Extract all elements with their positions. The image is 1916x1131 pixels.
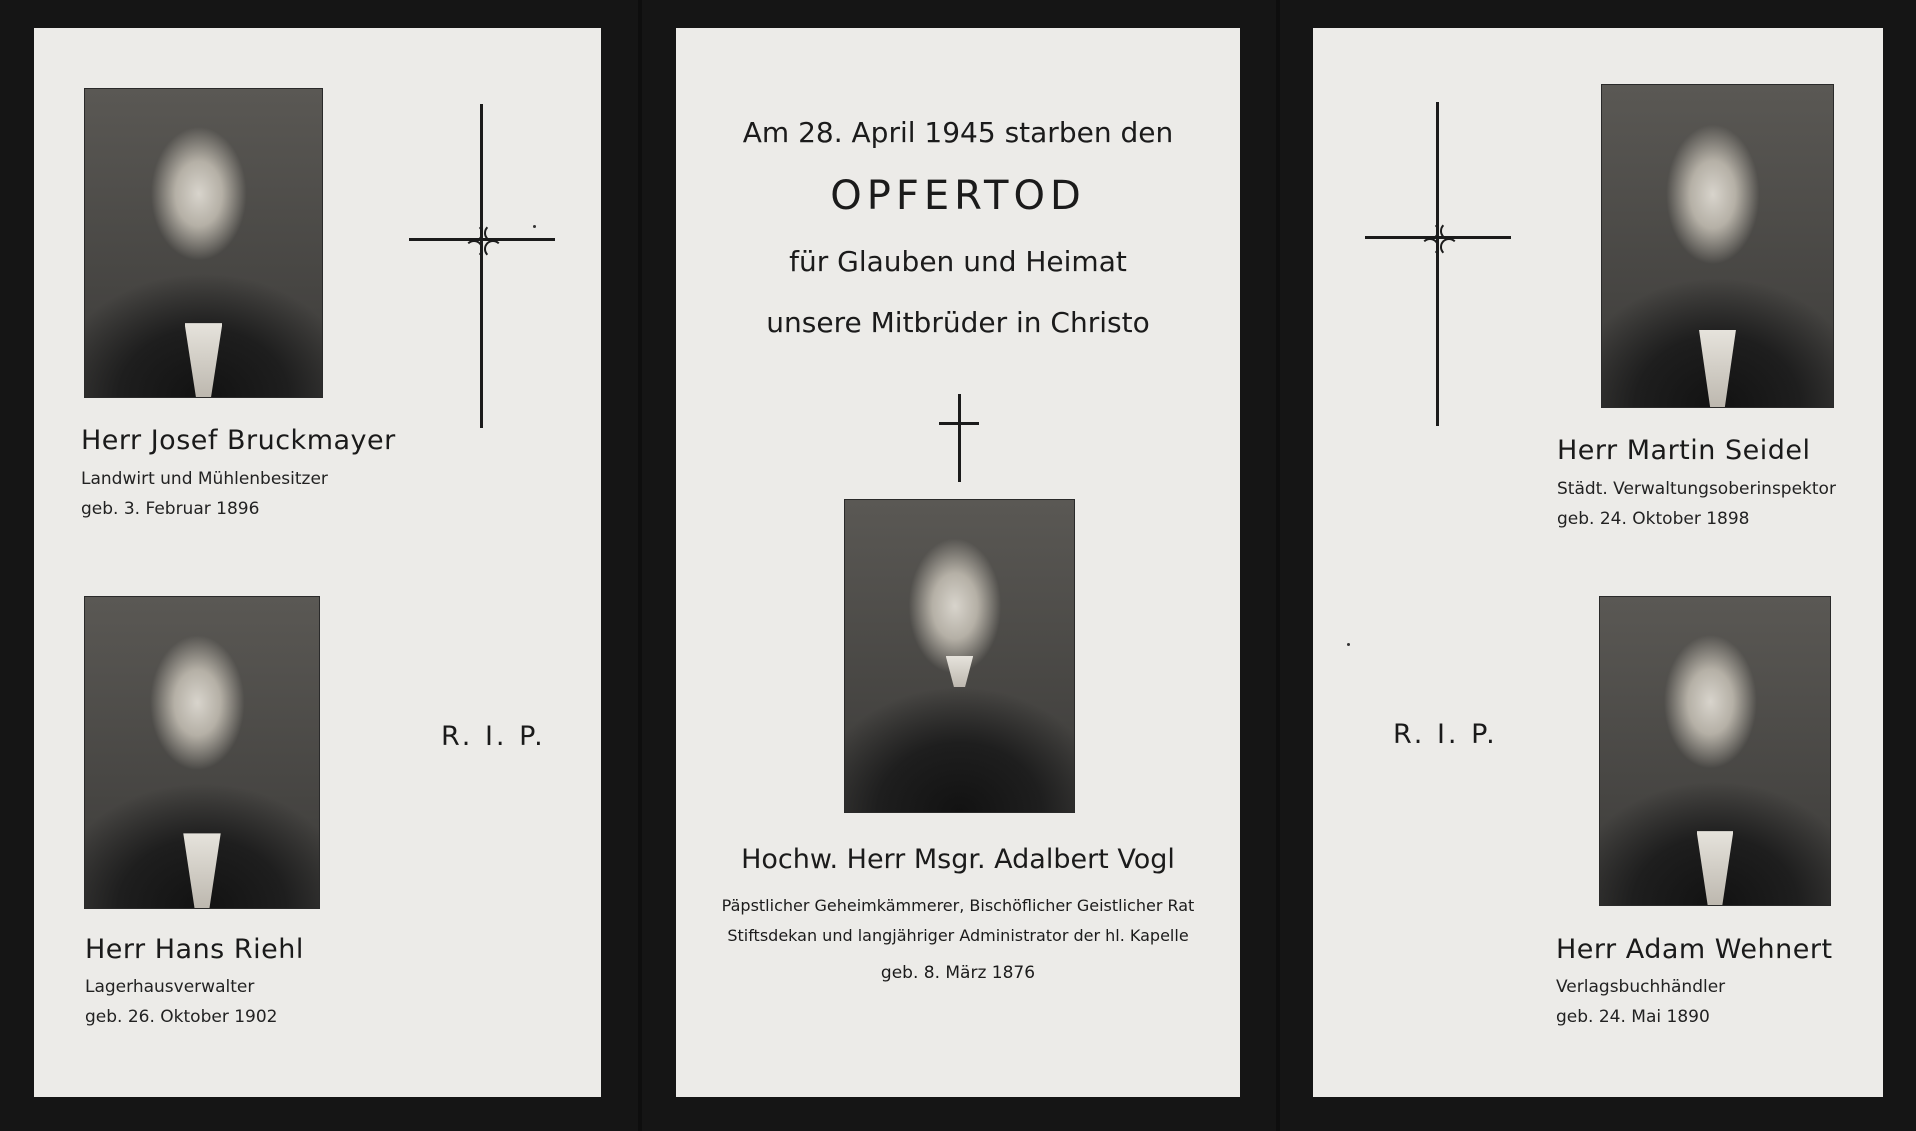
portrait-photo-vogl (844, 499, 1075, 813)
subheadline: für Glauben und Heimat (789, 245, 1127, 278)
portrait-photo-wehnert (1599, 596, 1831, 906)
person-birthdate: geb. 24. Mai 1890 (1556, 1007, 1710, 1027)
person-birthdate: geb. 24. Oktober 1898 (1557, 509, 1750, 529)
subheadline: unsere Mitbrüder in Christo (766, 306, 1150, 339)
portrait-photo-seidel (1601, 84, 1834, 408)
person-birthdate: geb. 8. März 1876 (880, 963, 1036, 983)
fold-line (638, 0, 642, 1131)
person-title: Stiftsdekan und langjähriger Administrator der hl. Kapelle (727, 926, 1189, 945)
date-line: Am 28. April 1945 starben den (742, 116, 1174, 149)
headline: OPFERTOD (830, 173, 1086, 219)
person-name: Hochw. Herr Msgr. Adalbert Vogl (741, 844, 1175, 875)
center-panel (676, 28, 1240, 1097)
rip-text: R. I. P. (1393, 719, 1498, 750)
person-name: Herr Adam Wehnert (1556, 934, 1833, 965)
person-occupation: Verlagsbuchhändler (1556, 977, 1726, 997)
portrait-photo-riehl (84, 596, 320, 909)
right-panel (1313, 28, 1883, 1097)
paper-speck (1347, 643, 1350, 646)
rip-text: R. I. P. (441, 721, 546, 752)
person-occupation: Lagerhausverwalter (85, 977, 255, 997)
left-panel (34, 28, 601, 1097)
person-birthdate: geb. 3. Februar 1896 (81, 499, 260, 519)
cross-icon (1365, 102, 1511, 426)
person-name: Herr Josef Bruckmayer (81, 425, 396, 456)
person-name: Herr Hans Riehl (85, 934, 304, 965)
person-birthdate: geb. 26. Oktober 1902 (85, 1007, 278, 1027)
paper-speck (533, 225, 536, 228)
person-title: Päpstlicher Geheimkämmerer, Bischöflicher Geistlicher Rat (721, 896, 1195, 915)
fold-line (1276, 0, 1280, 1131)
cross-icon (939, 394, 979, 482)
person-occupation: Städt. Verwaltungsoberinspektor (1557, 479, 1836, 499)
portrait-photo-bruckmayer (84, 88, 323, 398)
person-name: Herr Martin Seidel (1557, 435, 1811, 466)
person-occupation: Landwirt und Mühlenbesitzer (81, 469, 328, 489)
cross-icon (409, 104, 555, 428)
